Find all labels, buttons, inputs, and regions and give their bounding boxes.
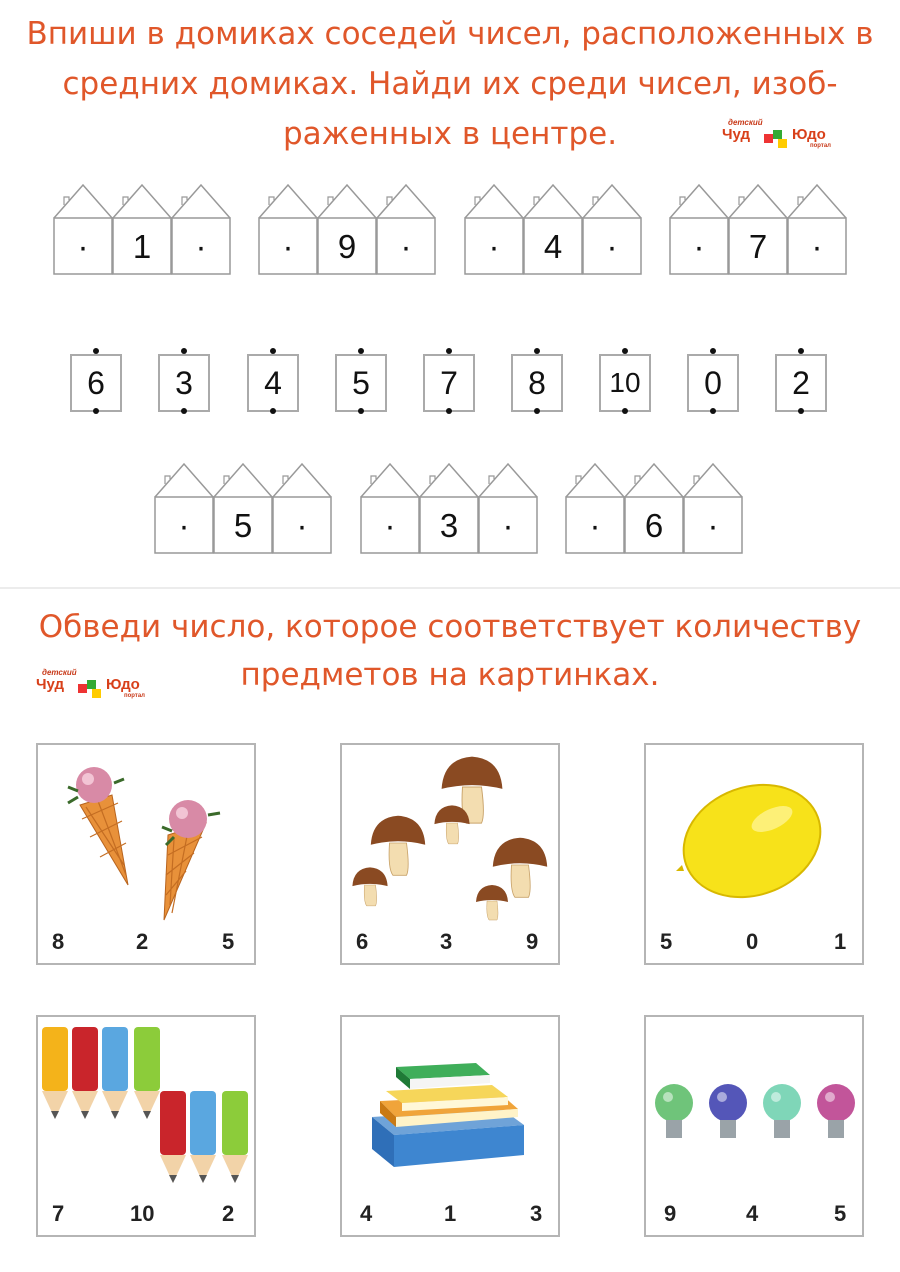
picture-box-mushroom <box>340 743 560 965</box>
house-neighbor-slot[interactable]: · <box>77 227 89 265</box>
ice-cream-icon <box>38 745 254 925</box>
house-neighbor-slot[interactable]: · <box>589 506 601 544</box>
logo-left-text: Чуд <box>36 676 65 693</box>
picture-box-lemon <box>644 743 864 965</box>
logo-sub-text: портал <box>810 143 831 149</box>
answer-option[interactable]: 4 <box>746 1201 759 1226</box>
answer-option[interactable]: 3 <box>530 1201 543 1226</box>
answer-option[interactable]: 9 <box>664 1201 677 1226</box>
house-9 <box>258 183 438 276</box>
card-dot <box>358 348 364 354</box>
house-5 <box>154 462 334 555</box>
logo-left-text: Чуд <box>722 126 751 143</box>
card-dot <box>534 348 540 354</box>
answer-option[interactable]: 7 <box>52 1201 65 1226</box>
answer-option[interactable]: 2 <box>136 929 149 954</box>
house-middle-number: 4 <box>543 227 563 265</box>
picture-box-ice-cream <box>36 743 256 965</box>
card-dot <box>181 348 187 354</box>
task2-title-line1: Обведи число, которое соответствует количеству <box>38 609 862 645</box>
house-neighbor-slot[interactable]: · <box>178 506 190 544</box>
picture-box-pencil <box>36 1015 256 1237</box>
light-bulb-icon <box>646 1017 862 1197</box>
house-neighbor-slot[interactable]: · <box>296 506 308 544</box>
answer-option[interactable]: 5 <box>222 929 235 954</box>
answer-option[interactable]: 1 <box>834 929 847 954</box>
house-neighbor-slot[interactable]: · <box>502 506 514 544</box>
card-dot <box>446 348 452 354</box>
number-card: 7 <box>423 354 475 412</box>
house-4 <box>464 183 644 276</box>
task1-title-line3: раженных в центре. <box>282 116 618 152</box>
card-dot <box>710 348 716 354</box>
house-1 <box>53 183 233 276</box>
number-card: 5 <box>335 354 387 412</box>
house-neighbor-slot[interactable]: · <box>400 227 412 265</box>
answer-option[interactable]: 0 <box>746 929 759 954</box>
picture-box-light-bulb <box>644 1015 864 1237</box>
answer-option[interactable]: 5 <box>660 929 673 954</box>
logo-square-icon <box>78 684 87 693</box>
house-middle-number: 9 <box>337 227 357 265</box>
house-neighbor-slot[interactable]: · <box>606 227 618 265</box>
card-dot <box>622 348 628 354</box>
logo <box>722 118 862 158</box>
house-neighbor-slot[interactable]: · <box>488 227 500 265</box>
section-divider <box>0 587 900 589</box>
card-dot <box>93 408 99 414</box>
number-card: 6 <box>70 354 122 412</box>
pencil-icon <box>38 1017 254 1197</box>
house-middle-number: 3 <box>439 506 459 544</box>
house-middle-number: 6 <box>644 506 664 544</box>
house-6 <box>565 462 745 555</box>
house-neighbor-slot[interactable]: · <box>195 227 207 265</box>
house-middle-number: 5 <box>233 506 253 544</box>
logo-sub-text: портал <box>124 693 145 699</box>
answer-option[interactable]: 4 <box>360 1201 373 1226</box>
logo <box>36 668 176 708</box>
logo-square-icon <box>764 134 773 143</box>
logo-right-text: Юдо <box>792 126 826 143</box>
logo-square-icon <box>773 130 782 139</box>
card-dot <box>534 408 540 414</box>
house-7 <box>669 183 849 276</box>
number-card: 8 <box>511 354 563 412</box>
house-middle-number: 1 <box>132 227 152 265</box>
answer-option[interactable]: 1 <box>444 1201 457 1226</box>
house-neighbor-slot[interactable]: · <box>384 506 396 544</box>
answer-option[interactable]: 8 <box>52 929 65 954</box>
answer-option[interactable]: 3 <box>440 929 453 954</box>
mushroom-icon <box>342 745 558 925</box>
house-neighbor-slot[interactable]: · <box>282 227 294 265</box>
number-card: 2 <box>775 354 827 412</box>
card-dot <box>798 348 804 354</box>
card-dot <box>181 408 187 414</box>
house-middle-number: 7 <box>748 227 768 265</box>
answer-option[interactable]: 10 <box>130 1201 155 1226</box>
card-dot <box>446 408 452 414</box>
task1-title-line1: Впиши в домиках соседей чисел, расположенных в <box>26 16 874 52</box>
answer-option[interactable]: 2 <box>222 1201 235 1226</box>
card-dot <box>710 408 716 414</box>
card-dot <box>270 408 276 414</box>
logo-square-icon <box>778 139 787 148</box>
house-neighbor-slot[interactable]: · <box>707 506 719 544</box>
logo-right-text: Юдо <box>106 676 140 693</box>
card-dot <box>270 348 276 354</box>
house-3 <box>360 462 540 555</box>
card-dot <box>358 408 364 414</box>
logo-square-icon <box>87 680 96 689</box>
logo-square-icon <box>92 689 101 698</box>
logo-small-text: детский <box>42 668 77 677</box>
number-card: 10 <box>599 354 651 412</box>
number-card: 0 <box>687 354 739 412</box>
task1-title-line2: средних домиках. Найди их среди чисел, изоб- <box>62 66 838 102</box>
book-icon <box>342 1017 558 1197</box>
number-card: 3 <box>158 354 210 412</box>
house-neighbor-slot[interactable]: · <box>811 227 823 265</box>
answer-option[interactable]: 9 <box>526 929 539 954</box>
picture-box-book <box>340 1015 560 1237</box>
card-dot <box>798 408 804 414</box>
task2-title-line2: предметов на картинках. <box>240 657 660 693</box>
house-neighbor-slot[interactable]: · <box>693 227 705 265</box>
answer-option[interactable]: 5 <box>834 1201 847 1226</box>
logo-small-text: детский <box>728 118 763 127</box>
number-card: 4 <box>247 354 299 412</box>
lemon-icon <box>646 745 862 925</box>
answer-option[interactable]: 6 <box>356 929 369 954</box>
card-dot <box>622 408 628 414</box>
card-dot <box>93 348 99 354</box>
